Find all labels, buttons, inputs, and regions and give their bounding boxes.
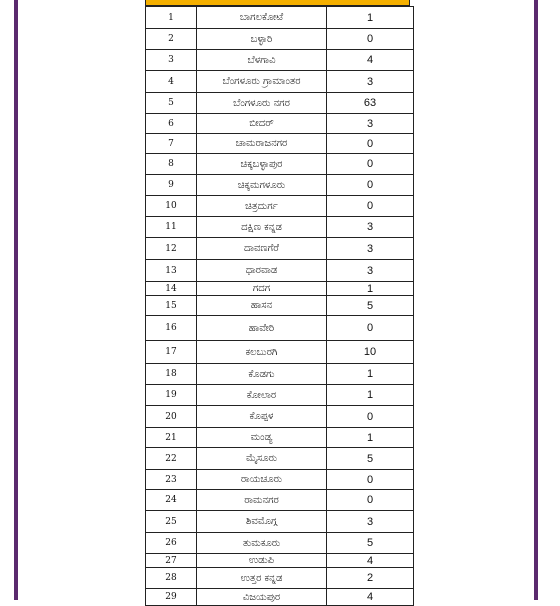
case-count-cell: 3 xyxy=(327,114,414,134)
table-row xyxy=(146,260,414,282)
district-name-cell: ಬಾಗಲಕೋಟೆ xyxy=(197,7,327,29)
table-row xyxy=(146,217,414,238)
serial-number-cell: 24 xyxy=(146,490,197,511)
district-table xyxy=(145,6,414,606)
case-count-cell: 3 xyxy=(327,511,414,533)
district-name-cell: ಬೆಂಗಳೂರು ನಗರ xyxy=(197,93,327,114)
case-count-cell: 1 xyxy=(327,428,414,448)
district-name-cell: ಬಳ್ಳಾರಿ xyxy=(197,29,327,50)
case-count-cell: 4 xyxy=(327,554,414,568)
case-count-cell: 1 xyxy=(327,364,414,385)
serial-number-cell: 9 xyxy=(146,175,197,196)
table-row xyxy=(146,364,414,385)
district-name-cell: ಚಿತ್ರದುರ್ಗ xyxy=(197,196,327,217)
case-count-cell: 4 xyxy=(327,589,414,606)
table-row xyxy=(146,511,414,533)
case-count-cell: 3 xyxy=(327,71,414,93)
serial-number-cell: 2 xyxy=(146,29,197,50)
case-count-cell: 1 xyxy=(327,7,414,29)
serial-number-cell: 10 xyxy=(146,196,197,217)
district-name-cell: ದಕ್ಷಿಣ ಕನ್ನಡ xyxy=(197,217,327,238)
district-name-cell: ರಾಮನಗರ xyxy=(197,490,327,511)
serial-number-cell: 18 xyxy=(146,364,197,385)
serial-number-cell: 25 xyxy=(146,511,197,533)
table-row xyxy=(146,282,414,296)
serial-number-cell: 7 xyxy=(146,134,197,154)
table-row xyxy=(146,196,414,217)
serial-number-cell: 1 xyxy=(146,7,197,29)
district-name-cell: ಹಾಸನ xyxy=(197,296,327,316)
district-name-cell: ವಿಜಯಪುರ xyxy=(197,589,327,606)
case-count-cell: 0 xyxy=(327,196,414,217)
district-name-cell: ಕೊಪ್ಪಳ xyxy=(197,406,327,428)
table-row xyxy=(146,93,414,114)
case-count-cell: 5 xyxy=(327,296,414,316)
table-row xyxy=(146,175,414,196)
case-count-cell: 3 xyxy=(327,260,414,282)
serial-number-cell: 14 xyxy=(146,282,197,296)
table-row xyxy=(146,589,414,606)
case-count-cell: 0 xyxy=(327,29,414,50)
case-count-cell: 63 xyxy=(327,93,414,114)
district-name-cell: ಚಿಕ್ಕಬಳ್ಳಾಪುರ xyxy=(197,154,327,175)
table-body xyxy=(146,7,414,606)
serial-number-cell: 15 xyxy=(146,296,197,316)
district-name-cell: ದಾವಣಗೆರೆ xyxy=(197,238,327,260)
table-row xyxy=(146,7,414,29)
district-name-cell: ಉಡುಪಿ xyxy=(197,554,327,568)
serial-number-cell: 12 xyxy=(146,238,197,260)
table-row xyxy=(146,29,414,50)
table-row xyxy=(146,554,414,568)
table-row xyxy=(146,134,414,154)
serial-number-cell: 27 xyxy=(146,554,197,568)
district-name-cell: ಬೆಂಗಳೂರು ಗ್ರಾಮಾಂತರ xyxy=(197,71,327,93)
district-name-cell: ರಾಯಚೂರು xyxy=(197,470,327,490)
table-row xyxy=(146,114,414,134)
case-count-cell: 0 xyxy=(327,316,414,341)
table-row xyxy=(146,470,414,490)
district-name-cell: ಗದಗ xyxy=(197,282,327,296)
serial-number-cell: 13 xyxy=(146,260,197,282)
case-count-cell: 0 xyxy=(327,406,414,428)
case-count-cell: 5 xyxy=(327,533,414,554)
case-count-cell: 5 xyxy=(327,448,414,470)
table-row xyxy=(146,490,414,511)
serial-number-cell: 23 xyxy=(146,470,197,490)
table-row xyxy=(146,296,414,316)
case-count-cell: 10 xyxy=(327,341,414,364)
serial-number-cell: 8 xyxy=(146,154,197,175)
serial-number-cell: 3 xyxy=(146,50,197,71)
case-count-cell: 0 xyxy=(327,470,414,490)
district-name-cell: ಶಿವಮೊಗ್ಗ xyxy=(197,511,327,533)
serial-number-cell: 19 xyxy=(146,385,197,406)
serial-number-cell: 21 xyxy=(146,428,197,448)
case-count-cell: 0 xyxy=(327,154,414,175)
table-row xyxy=(146,385,414,406)
table-row xyxy=(146,238,414,260)
district-name-cell: ಬೀದರ್ xyxy=(197,114,327,134)
table-row xyxy=(146,341,414,364)
table-row xyxy=(146,533,414,554)
case-count-cell: 2 xyxy=(327,568,414,589)
case-count-cell: 1 xyxy=(327,385,414,406)
table-row xyxy=(146,71,414,93)
district-name-cell: ಕೋಲಾರ xyxy=(197,385,327,406)
serial-number-cell: 6 xyxy=(146,114,197,134)
district-name-cell: ಧಾರವಾಡ xyxy=(197,260,327,282)
table-row xyxy=(146,316,414,341)
case-count-cell: 0 xyxy=(327,134,414,154)
case-count-cell: 3 xyxy=(327,238,414,260)
serial-number-cell: 22 xyxy=(146,448,197,470)
case-count-cell: 4 xyxy=(327,50,414,71)
district-name-cell: ಮಂಡ್ಯ xyxy=(197,428,327,448)
serial-number-cell: 29 xyxy=(146,589,197,606)
serial-number-cell: 26 xyxy=(146,533,197,554)
district-name-cell: ಬೆಳಗಾವಿ xyxy=(197,50,327,71)
serial-number-cell: 28 xyxy=(146,568,197,589)
district-name-cell: ಚಾಮರಾಜನಗರ xyxy=(197,134,327,154)
district-name-cell: ಕೊಡಗು xyxy=(197,364,327,385)
case-count-cell: 0 xyxy=(327,490,414,511)
table-row xyxy=(146,568,414,589)
case-count-cell: 1 xyxy=(327,282,414,296)
district-name-cell: ಕಲಬುರಗಿ xyxy=(197,341,327,364)
serial-number-cell: 5 xyxy=(146,93,197,114)
case-count-cell: 0 xyxy=(327,175,414,196)
case-count-cell: 3 xyxy=(327,217,414,238)
district-name-cell: ಉತ್ತರ ಕನ್ನಡ xyxy=(197,568,327,589)
serial-number-cell: 4 xyxy=(146,71,197,93)
district-name-cell: ಮೈಸೂರು xyxy=(197,448,327,470)
serial-number-cell: 20 xyxy=(146,406,197,428)
table-row xyxy=(146,50,414,71)
table-row xyxy=(146,428,414,448)
district-name-cell: ತುಮಕೂರು xyxy=(197,533,327,554)
district-name-cell: ಚಿಕ್ಕಮಗಳೂರು xyxy=(197,175,327,196)
table-row xyxy=(146,154,414,175)
district-name-cell: ಹಾವೇರಿ xyxy=(197,316,327,341)
serial-number-cell: 17 xyxy=(146,341,197,364)
table-row xyxy=(146,406,414,428)
table-row xyxy=(146,448,414,470)
serial-number-cell: 16 xyxy=(146,316,197,341)
serial-number-cell: 11 xyxy=(146,217,197,238)
